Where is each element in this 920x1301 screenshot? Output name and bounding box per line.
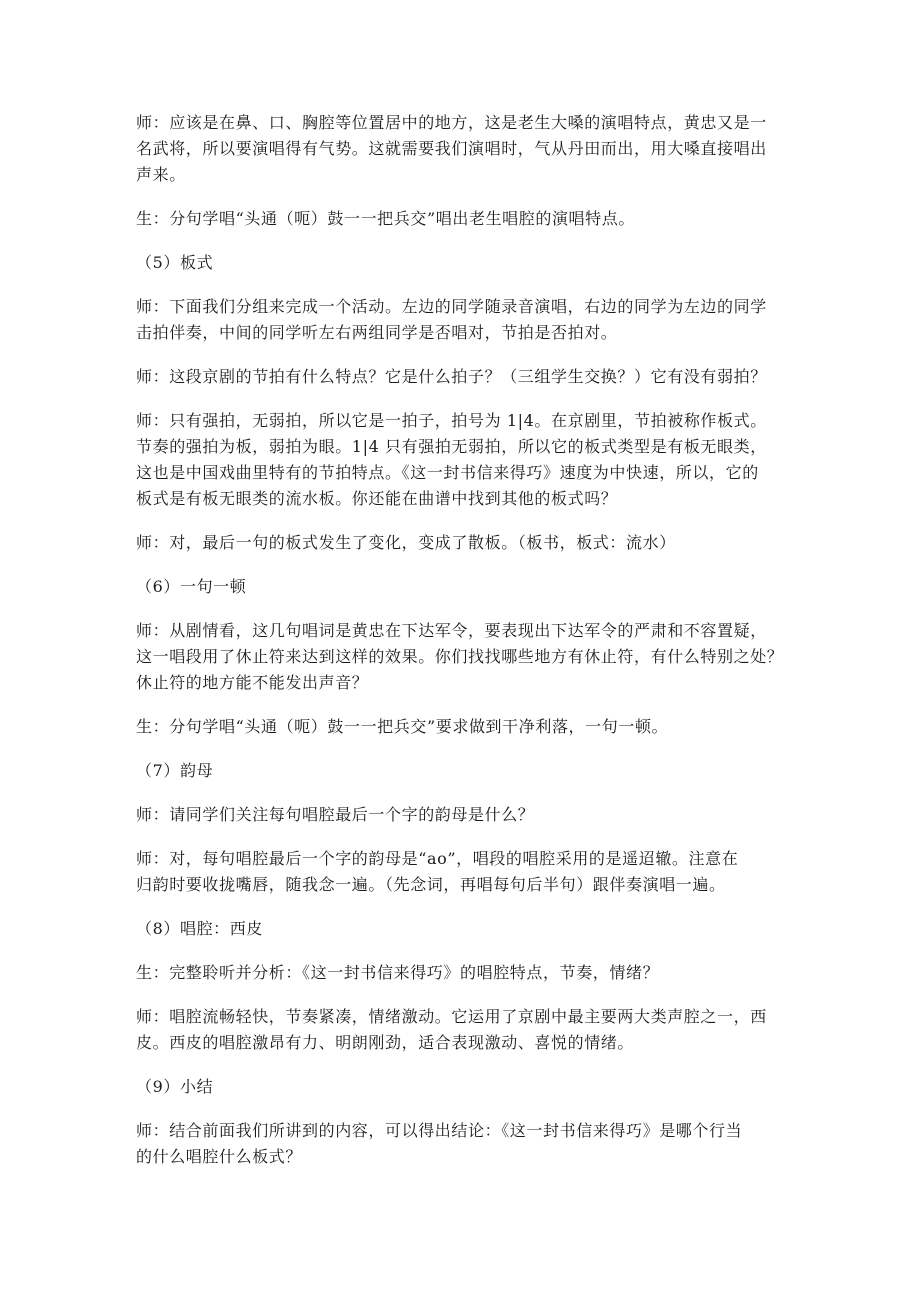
text-line: 师：这段京剧的节拍有什么特点？它是什么拍子？（三组学生交换？）它有没有弱拍？ xyxy=(136,367,767,386)
paragraph xyxy=(136,530,796,556)
text-line: 名武将，所以要演唱得有气势。这就需要我们演唱时，气从丹田而出，用大嗓直接唱出 xyxy=(136,139,767,158)
text-line: 板式是有板无眼类的流水板。你还能在曲谱中找到其他的板式吗？ xyxy=(136,489,618,508)
text-line: 师：对，最后一句的板式发生了变化，变成了散板。（板书，板式：流水） xyxy=(136,533,676,552)
text-line: 节奏的强拍为板，弱拍为眼。1|4 只有强拍无弱拍，所以它的板式类型是有板无眼类， xyxy=(136,437,767,456)
text-line: 生：分句学唱“头通（呃）鼓一一把兵交”要求做到干净利落，一句一顿。 xyxy=(136,717,669,736)
text-line: 的什么唱腔什么板式？ xyxy=(136,1147,303,1166)
text-line: 师：从剧情看，这几句唱词是黄忠在下达军令，要表现出下达军令的严肃和不容置疑， xyxy=(136,621,767,640)
text-line: 击拍伴奏，中间的同学听左右两组同学是否唱对，节拍是否拍对。 xyxy=(136,323,618,342)
text-line: 生：分句学唱“头通（呃）鼓一一把兵交”唱出老生唱腔的演唱特点。 xyxy=(136,209,635,228)
text-line: 皮。西皮的唱腔激昂有力、明朗刚劲，适合表现激动、喜悦的情绪。 xyxy=(136,1033,635,1052)
paragraph xyxy=(136,408,796,512)
text-line: 这一唱段用了休止符来达到这样的效果。你们找找哪些地方有休止符，有什么特别之处？ xyxy=(136,647,784,666)
text-line: 师：对，每句唱腔最后一个字的韵母是“ao”，唱段的唱腔采用的是遥迢辙。注意在 xyxy=(136,849,739,868)
text-line: 这也是中国戏曲里特有的节拍特点。《这一封书信来得巧》速度为中快速，所以，它的 xyxy=(136,463,759,482)
text-line: 声来。 xyxy=(136,165,186,184)
paragraph xyxy=(136,846,796,898)
paragraph xyxy=(136,1004,796,1056)
paragraph xyxy=(136,110,796,188)
section-heading-9: （9）小结 xyxy=(136,1077,214,1096)
paragraph xyxy=(136,206,796,232)
paragraph xyxy=(136,960,796,986)
text-line: 师：请同学们关注每句唱腔最后一个字的韵母是什么？ xyxy=(136,805,535,824)
text-line: 师：下面我们分组来完成一个活动。左边的同学随录音演唱，右边的同学为左边的同学 xyxy=(136,297,767,316)
document-body xyxy=(136,110,796,1188)
section-heading-5: （5）板式 xyxy=(136,253,214,272)
paragraph xyxy=(136,802,796,828)
paragraph xyxy=(136,294,796,346)
text-line: 休止符的地方能不能发出声音？ xyxy=(136,673,369,692)
section-heading-7: （7）韵母 xyxy=(136,761,214,780)
text-line: 师：结合前面我们所讲到的内容，可以得出结论：《这一封书信来得巧》是哪个行当 xyxy=(136,1121,743,1140)
text-line: 生：完整聆听并分析：《这一封书信来得巧》的唱腔特点，节奏，情绪？ xyxy=(136,963,660,982)
text-line: 师：应该是在鼻、口、胸腔等位置居中的地方，这是老生大嗓的演唱特点，黄忠又是一 xyxy=(136,113,767,132)
paragraph xyxy=(136,618,796,696)
section-heading-6: （6）一句一顿 xyxy=(136,577,247,596)
paragraph xyxy=(136,714,796,740)
text-line: 师：唱腔流畅轻快，节奏紧凑，情绪激动。它运用了京剧中最主要两大类声腔之一，西 xyxy=(136,1007,767,1026)
section-heading-8: （8）唱腔：西皮 xyxy=(136,919,263,938)
paragraph xyxy=(136,364,796,390)
text-line: 归韵时要收拢嘴唇，随我念一遍。（先念词，再唱每句后半句）跟伴奏演唱一遍。 xyxy=(136,875,726,894)
text-line: 师：只有强拍，无弱拍，所以它是一拍子，拍号为 1|4。在京剧里，节拍被称作板式。 xyxy=(136,411,767,430)
paragraph xyxy=(136,1118,796,1170)
